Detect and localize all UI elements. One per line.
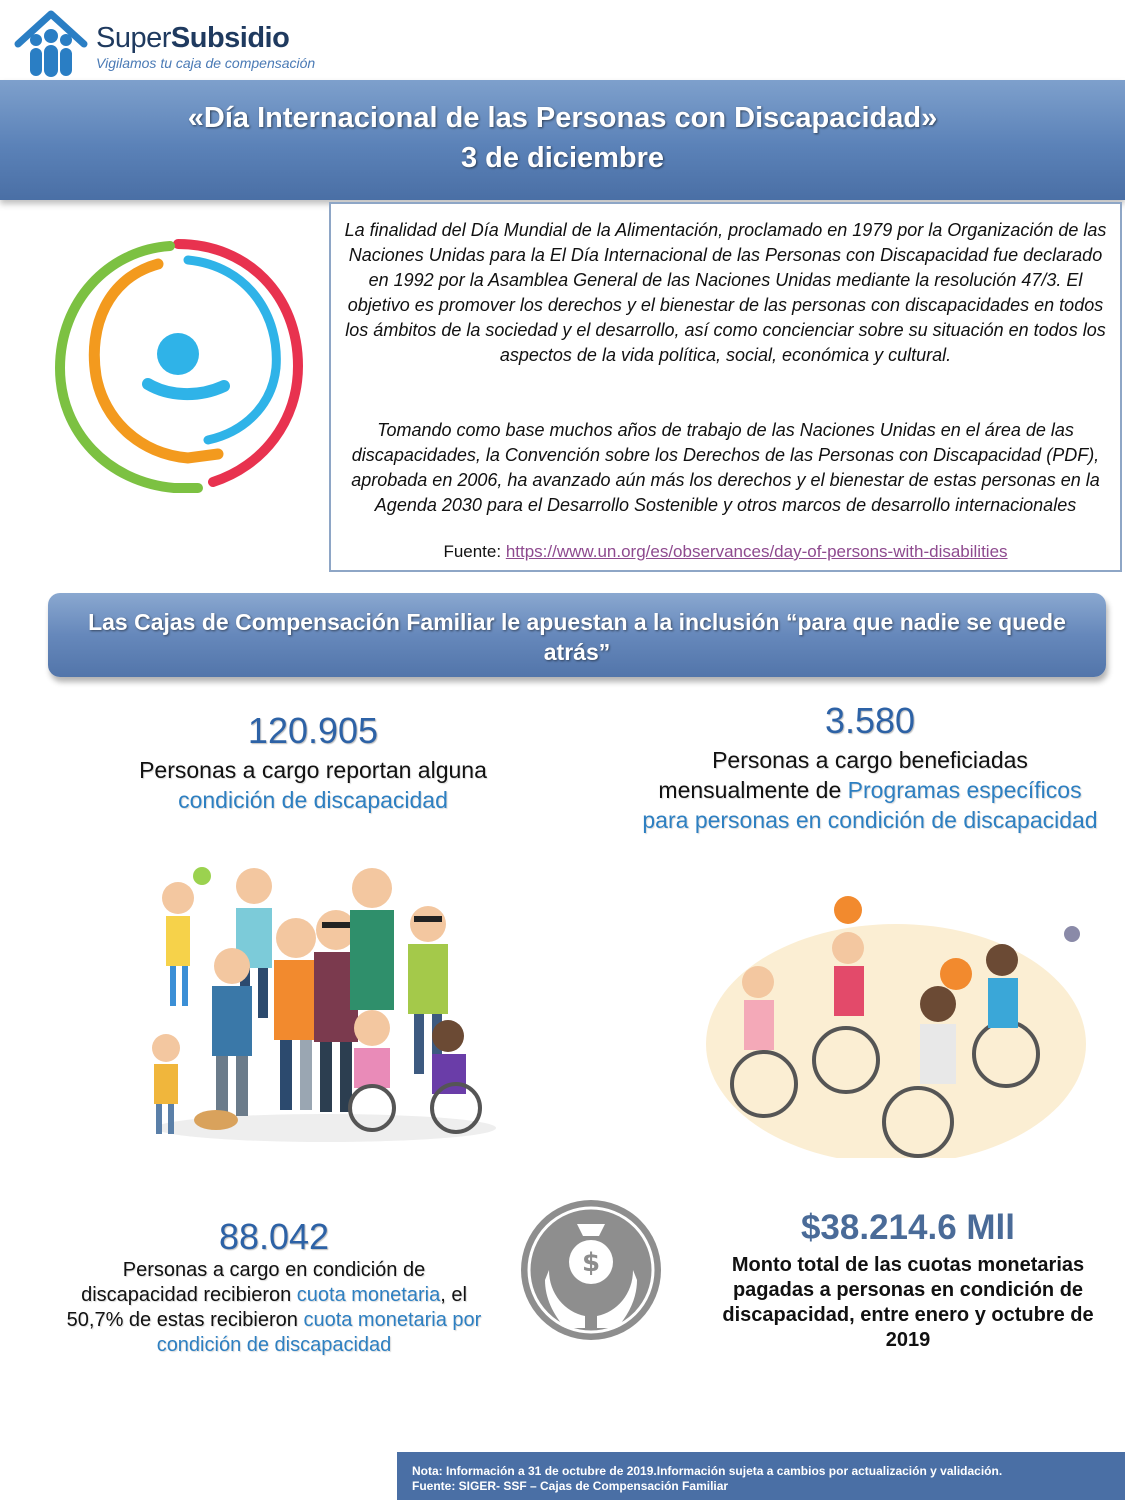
- brand-tagline: Vigilamos tu caja de compensación: [96, 55, 316, 71]
- stat-program-beneficiaries-text: Personas a cargo beneficiadas mensualmente de Programas específicos para personas en condición de discapacidad: [642, 747, 1098, 833]
- wheelchair-basketball-illustration: [706, 894, 1088, 1158]
- money-bag-hands-icon: [515, 1194, 667, 1346]
- stat-monetary-quota-recipients-number: 88.042: [218, 1216, 330, 1257]
- people-with-disabilities-illustration: [136, 858, 516, 1150]
- stat-program-beneficiaries-number: 3.580: [824, 700, 916, 741]
- header-band: [0, 80, 1125, 200]
- page-title: «Día Internacional de las Personas con Discapacidad»: [187, 102, 938, 134]
- stat-total-amount-number: $38.214.6 Mll: [800, 1208, 1016, 1247]
- brand-name: SuperSubsidio: [96, 22, 290, 54]
- disability-day-emblem-icon: [48, 236, 308, 498]
- intro-paragraph-1: La finalidad del Día Mundial de la Alimentación, proclamado en 1979 por la Organización de las Naciones Unidas para la El Día Internacional de las Personas con Discapacidad fue declarado en 1992 por la Asamblea General de las Naciones Unidas mediante la resolución 47/3. El objetivo es promover los derechos y el bienestar de las personas con discapacidades en todos los ámbitos de la sociedad y el desarrollo, así como concienciar sobre su situación en todos los aspectos de la vida política, social, económica y cultural.: [344, 220, 1107, 365]
- svg-text:$: $: [581, 1248, 601, 1278]
- stat-monetary-quota-recipients-text: Personas a cargo en condición de discapacidad recibieron cuota monetaria, el 50,7% de estas recibieron cuota monetaria por condición de discapacidad: [66, 1259, 482, 1356]
- banner-text: Las Cajas de Compensación Familiar le apuestan a la inclusión “para que nadie se quede atrás”: [88, 609, 1066, 665]
- stat-total-amount-text: Monto total de las cuotas monetarias pagadas a personas en condición de discapacidad, entre enero y octubre de 2019: [722, 1254, 1094, 1351]
- intro-box: [329, 202, 1122, 572]
- intro-source: [343, 542, 1108, 562]
- footnote-source: Fuente: SIGER- SSF – Cajas de Compensación Familiar: [412, 1479, 729, 1493]
- house-family-icon: [14, 8, 88, 80]
- inclusion-banner: [48, 593, 1106, 677]
- intro-paragraph-2: Tomando como base muchos años de trabajo de las Naciones Unidas en el área de las discapacidades, la Convención sobre los Derechos de las Personas con Discapacidad (PDF), aprobada en 2006, ha avanzado aún más los derechos y el bienestar de estas personas en la Agenda 2030 para el Desarrollo Sostenible y otros marcos de desarrollo internacionales: [351, 420, 1100, 515]
- footnote-note: Nota: Información a 31 de octubre de 2019.Información sujeta a cambios por actualización y validación.: [412, 1464, 1003, 1478]
- stat-dependents-with-disability-number: 120.905: [247, 710, 379, 751]
- source-link[interactable]: https://www.un.org/es/observances/day-of-persons-with-disabilities: [505, 542, 1008, 561]
- source-label: Fuente:: [443, 542, 506, 561]
- stat-dependents-with-disability-text: Personas a cargo reportan alguna condición de discapacidad: [139, 757, 487, 813]
- page-date: 3 de diciembre: [460, 142, 665, 174]
- footnote-box: [397, 1452, 1125, 1500]
